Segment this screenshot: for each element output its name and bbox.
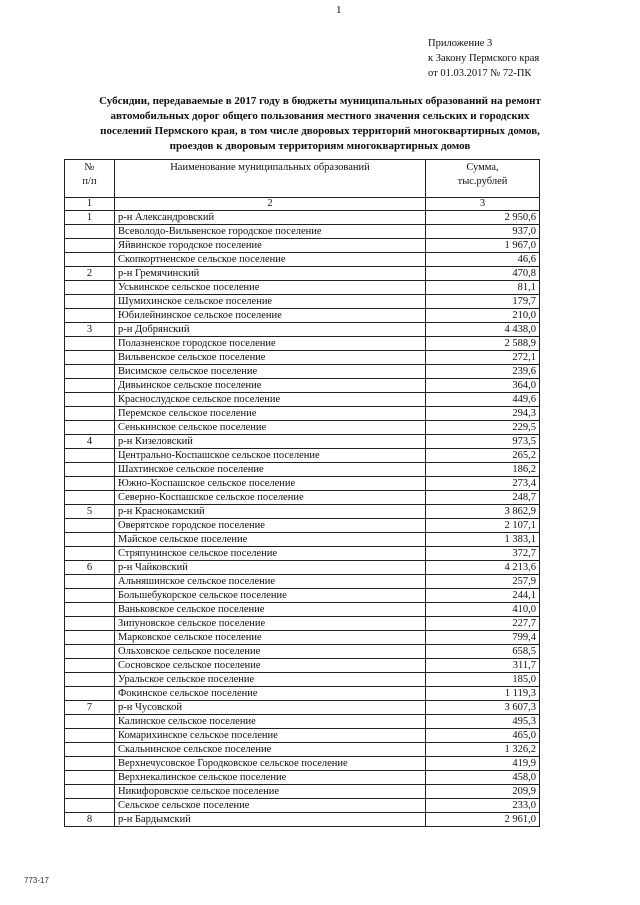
row-name: Калинское сельское поселение (115, 715, 426, 729)
table-row (65, 365, 540, 379)
table-row (65, 561, 540, 575)
row-sum: 311,7 (426, 659, 540, 673)
row-sum: 46,6 (426, 253, 540, 267)
row-number (65, 365, 115, 379)
row-sum: 4 438,0 (426, 323, 540, 337)
table-row (65, 281, 540, 295)
row-sum: 81,1 (426, 281, 540, 295)
row-number: 2 (65, 267, 115, 281)
row-number: 5 (65, 505, 115, 519)
row-sum: 248,7 (426, 491, 540, 505)
table-row (65, 253, 540, 267)
appendix-line: Приложение 3 (428, 38, 493, 49)
row-name: р-н Александровский (115, 211, 426, 225)
row-name: Фокинское сельское поселение (115, 687, 426, 701)
row-name: Центрально-Коспашское сельское поселение (115, 449, 426, 463)
table-header-row (65, 160, 540, 198)
row-number: 1 (65, 211, 115, 225)
row-number (65, 295, 115, 309)
row-sum: 372,7 (426, 547, 540, 561)
table-row (65, 435, 540, 449)
row-number (65, 379, 115, 393)
header-sum-line1: Сумма, (466, 162, 499, 173)
table-row (65, 337, 540, 351)
row-number (65, 785, 115, 799)
row-number (65, 421, 115, 435)
table-row (65, 785, 540, 799)
column-number: 2 (115, 198, 426, 211)
row-sum: 2 107,1 (426, 519, 540, 533)
table-row (65, 673, 540, 687)
document-title (40, 94, 600, 154)
row-name: Стряпунинское сельское поселение (115, 547, 426, 561)
row-number (65, 771, 115, 785)
table-row (65, 631, 540, 645)
row-name: Северно-Коспашское сельское поселение (115, 491, 426, 505)
row-sum: 185,0 (426, 673, 540, 687)
row-sum: 1 119,3 (426, 687, 540, 701)
row-sum: 1 383,1 (426, 533, 540, 547)
table-row (65, 645, 540, 659)
table-row (65, 701, 540, 715)
row-name: Ольховское сельское поселение (115, 645, 426, 659)
row-name: Оверятское городское поселение (115, 519, 426, 533)
row-number (65, 533, 115, 547)
row-number (65, 757, 115, 771)
row-sum: 244,1 (426, 589, 540, 603)
row-number (65, 477, 115, 491)
row-sum: 1 967,0 (426, 239, 540, 253)
row-sum: 449,6 (426, 393, 540, 407)
row-number (65, 407, 115, 421)
row-name: Юбилейнинское сельское поселение (115, 309, 426, 323)
row-sum: 209,9 (426, 785, 540, 799)
row-number (65, 617, 115, 631)
row-name: Комарихинское сельское поселение (115, 729, 426, 743)
row-sum: 658,5 (426, 645, 540, 659)
table-row (65, 267, 540, 281)
row-sum: 2 961,0 (426, 813, 540, 827)
table-row (65, 323, 540, 337)
row-sum: 179,7 (426, 295, 540, 309)
row-name: Перемское сельское поселение (115, 407, 426, 421)
header-num (65, 160, 115, 198)
title-line: поселений Пермского края, в том числе дворовых территорий многоквартирных домов, (100, 125, 540, 137)
title-line: Субсидии, передаваемые в 2017 году в бюджеты муниципальных образований на ремонт (99, 95, 541, 107)
table-row (65, 757, 540, 771)
table-row (65, 799, 540, 813)
row-name: р-н Добрянский (115, 323, 426, 337)
table-row (65, 379, 540, 393)
page-number: 1 (336, 4, 342, 16)
row-name: Марковское сельское поселение (115, 631, 426, 645)
table-row (65, 491, 540, 505)
row-sum: 465,0 (426, 729, 540, 743)
row-number (65, 687, 115, 701)
appendix-line: от 01.03.2017 № 72-ПК (428, 68, 532, 79)
table-row (65, 421, 540, 435)
header-num-line2: п/п (82, 176, 97, 187)
table-row (65, 533, 540, 547)
row-sum: 4 213,6 (426, 561, 540, 575)
row-number (65, 547, 115, 561)
row-name: Дивьинское сельское поселение (115, 379, 426, 393)
row-number (65, 743, 115, 757)
row-number (65, 449, 115, 463)
row-name: Зипуновское сельское поселение (115, 617, 426, 631)
row-sum: 227,7 (426, 617, 540, 631)
row-number (65, 281, 115, 295)
row-number: 3 (65, 323, 115, 337)
table-row (65, 743, 540, 757)
row-sum: 294,3 (426, 407, 540, 421)
row-name: Полазненское городское поселение (115, 337, 426, 351)
row-number (65, 351, 115, 365)
row-name: Висимское сельское поселение (115, 365, 426, 379)
table-row (65, 603, 540, 617)
table-row (65, 813, 540, 827)
row-sum: 458,0 (426, 771, 540, 785)
row-name: р-н Бардымский (115, 813, 426, 827)
row-number (65, 463, 115, 477)
header-sum (426, 160, 540, 198)
table-row (65, 589, 540, 603)
table-row (65, 505, 540, 519)
row-sum: 3 862,9 (426, 505, 540, 519)
table-body (65, 211, 540, 827)
row-number (65, 337, 115, 351)
table-row (65, 477, 540, 491)
row-name: Верхнекалинское сельское поселение (115, 771, 426, 785)
row-sum: 2 950,6 (426, 211, 540, 225)
row-number (65, 715, 115, 729)
row-name: Всеволодо-Вильвенское городское поселение (115, 225, 426, 239)
row-name: Верхнечусовское Городковское сельское поселение (115, 757, 426, 771)
table-row (65, 463, 540, 477)
row-name: р-н Чусовской (115, 701, 426, 715)
row-name: р-н Чайковский (115, 561, 426, 575)
table-row (65, 407, 540, 421)
row-sum: 470,8 (426, 267, 540, 281)
row-name: Южно-Коспашское сельское поселение (115, 477, 426, 491)
row-name: Сосновское сельское поселение (115, 659, 426, 673)
row-sum: 364,0 (426, 379, 540, 393)
table-row (65, 393, 540, 407)
row-name: Сенькинское сельское поселение (115, 421, 426, 435)
row-number: 6 (65, 561, 115, 575)
row-number (65, 239, 115, 253)
footer-code: 773-17 (24, 876, 49, 885)
header-num-line1: № (84, 162, 95, 173)
row-sum: 233,0 (426, 799, 540, 813)
row-sum: 495,3 (426, 715, 540, 729)
table-row (65, 351, 540, 365)
row-number: 8 (65, 813, 115, 827)
row-sum: 3 607,3 (426, 701, 540, 715)
row-number (65, 575, 115, 589)
row-number (65, 253, 115, 267)
row-number (65, 645, 115, 659)
appendix-block (428, 36, 539, 81)
row-sum: 265,2 (426, 449, 540, 463)
row-name: Шахтинское сельское поселение (115, 463, 426, 477)
column-number: 1 (65, 198, 115, 211)
row-number: 4 (65, 435, 115, 449)
row-name: р-н Кизеловский (115, 435, 426, 449)
column-numbers-row (65, 198, 540, 211)
appendix-line: к Закону Пермского края (428, 53, 540, 64)
table-row (65, 729, 540, 743)
row-name: Усьвинское сельское поселение (115, 281, 426, 295)
header-name: Наименование муниципальных образований (115, 160, 426, 198)
table-row (65, 659, 540, 673)
row-name: Сельское сельское поселение (115, 799, 426, 813)
row-number (65, 729, 115, 743)
table-row (65, 547, 540, 561)
row-name: Майское сельское поселение (115, 533, 426, 547)
table-row (65, 211, 540, 225)
table-row (65, 295, 540, 309)
row-number (65, 225, 115, 239)
row-number (65, 673, 115, 687)
table-row (65, 771, 540, 785)
row-number (65, 631, 115, 645)
subsidies-table (64, 159, 540, 827)
row-number: 7 (65, 701, 115, 715)
row-name: Альняшинское сельское поселение (115, 575, 426, 589)
table-row (65, 519, 540, 533)
table-row (65, 617, 540, 631)
row-number (65, 519, 115, 533)
row-sum: 257,9 (426, 575, 540, 589)
row-number (65, 491, 115, 505)
row-sum: 419,9 (426, 757, 540, 771)
row-name: Яйвинское городское поселение (115, 239, 426, 253)
table-row (65, 575, 540, 589)
title-line: проездов к дворовым территориям многоквартирных домов (169, 140, 471, 152)
row-number (65, 393, 115, 407)
row-sum: 973,5 (426, 435, 540, 449)
row-number (65, 589, 115, 603)
row-sum: 239,6 (426, 365, 540, 379)
row-name: Скопкортненское сельское поселение (115, 253, 426, 267)
row-name: Ваньковское сельское поселение (115, 603, 426, 617)
table-row (65, 449, 540, 463)
row-number (65, 659, 115, 673)
row-sum: 186,2 (426, 463, 540, 477)
row-name: Шумихинское сельское поселение (115, 295, 426, 309)
row-sum: 2 588,9 (426, 337, 540, 351)
row-name: Уральское сельское поселение (115, 673, 426, 687)
row-sum: 799,4 (426, 631, 540, 645)
row-name: р-н Гремячинский (115, 267, 426, 281)
row-name: Краснослудское сельское поселение (115, 393, 426, 407)
title-line: автомобильных дорог общего пользования местного значения сельских и городских (110, 110, 530, 122)
row-number (65, 603, 115, 617)
table-row (65, 715, 540, 729)
row-sum: 1 326,2 (426, 743, 540, 757)
row-sum: 272,1 (426, 351, 540, 365)
row-sum: 937,0 (426, 225, 540, 239)
header-sum-line2: тыс.рублей (457, 176, 508, 187)
row-name: Большебукорское сельское поселение (115, 589, 426, 603)
row-sum: 210,0 (426, 309, 540, 323)
table-row (65, 309, 540, 323)
row-sum: 273,4 (426, 477, 540, 491)
column-number: 3 (426, 198, 540, 211)
row-name: Скальнинское сельское поселение (115, 743, 426, 757)
table-row (65, 239, 540, 253)
row-number (65, 309, 115, 323)
row-name: р-н Краснокамский (115, 505, 426, 519)
row-sum: 229,5 (426, 421, 540, 435)
row-sum: 410,0 (426, 603, 540, 617)
table-row (65, 225, 540, 239)
table-row (65, 687, 540, 701)
row-name: Никифоровское сельское поселение (115, 785, 426, 799)
row-name: Вильвенское сельское поселение (115, 351, 426, 365)
row-number (65, 799, 115, 813)
